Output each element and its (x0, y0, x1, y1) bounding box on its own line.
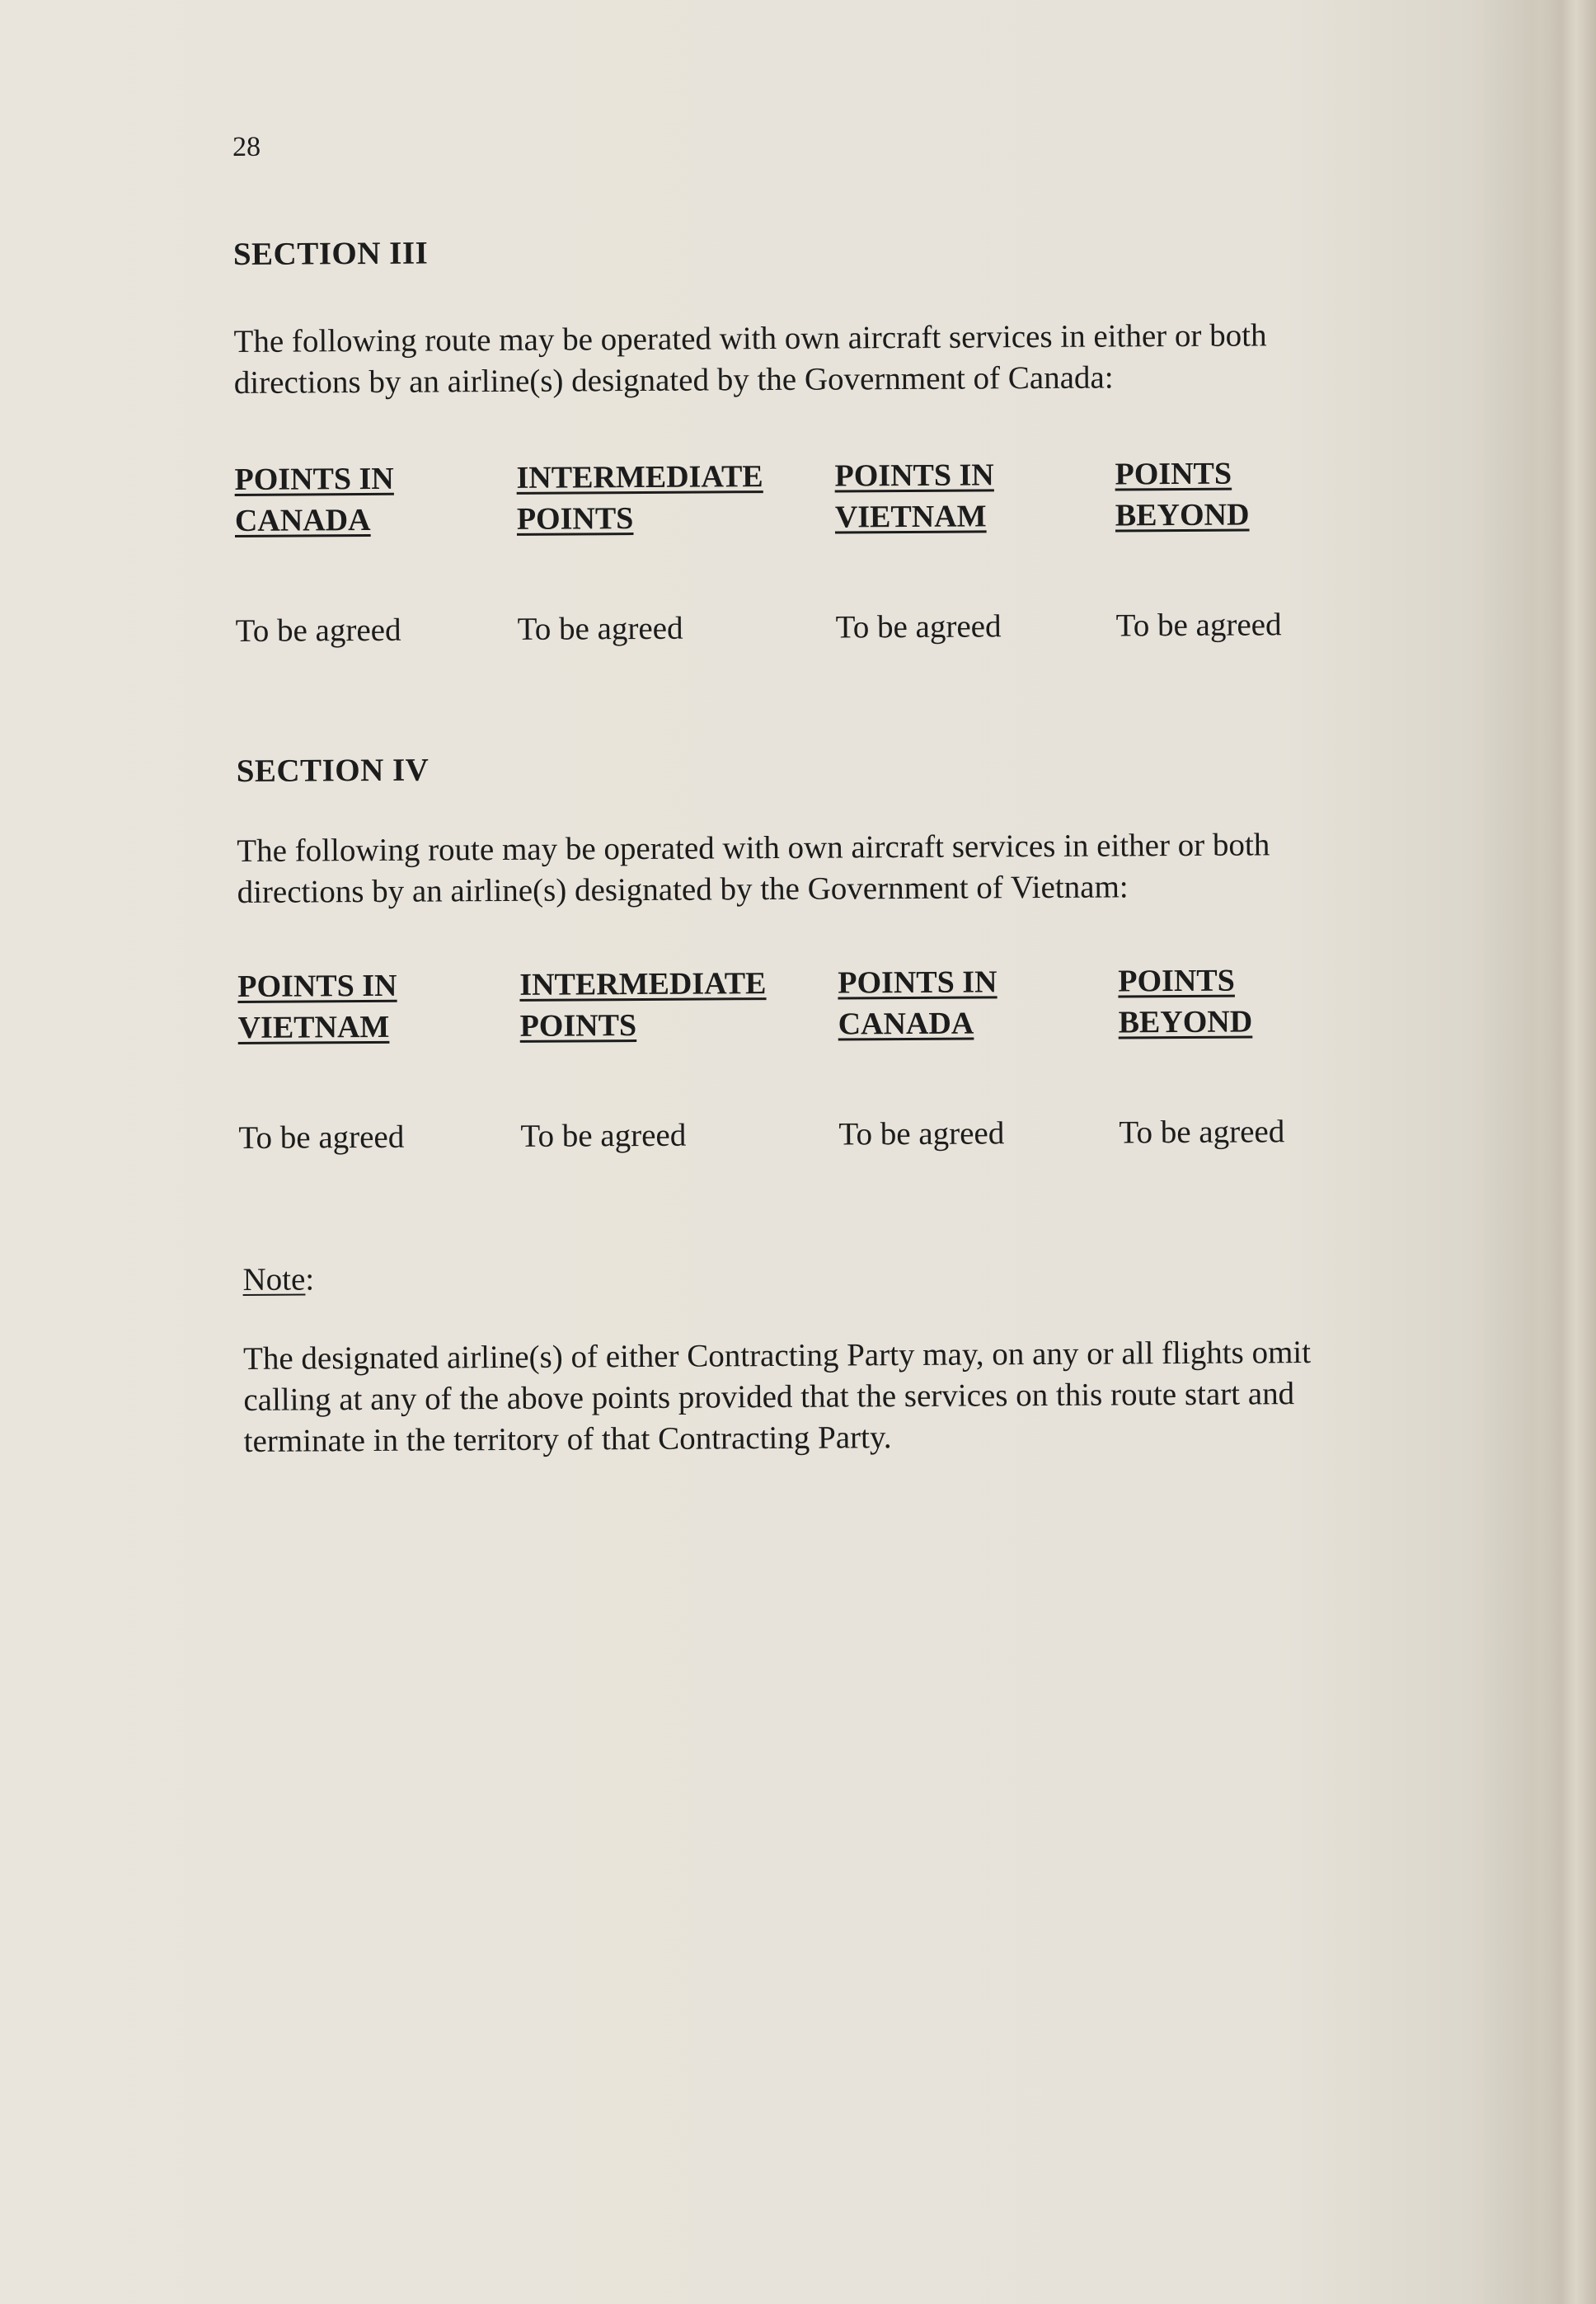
header-line: POINTS IN (234, 461, 394, 497)
note-paragraph (243, 1331, 1398, 1462)
section-iii-header-points-in-vietnam (834, 454, 994, 537)
section-iv-value-points-beyond: To be agreed (1119, 1114, 1285, 1151)
note-line-2: calling at any of the above points provided that the services on this route start and (243, 1376, 1295, 1418)
header-line: VIETNAM (834, 499, 987, 535)
section-iii-value-points-in-vietnam: To be agreed (835, 608, 1002, 645)
header-line: CANADA (234, 502, 371, 538)
note-line-1: The designated airline(s) of either Contracting Party may, on any or all flights omit (242, 1335, 1312, 1377)
section-iv-route-table (237, 959, 1393, 1180)
section-iv-header-points-in-vietnam (237, 965, 397, 1049)
section-iv-intro-line-2: directions by an airline(s) designated by the Government of Vietnam: (237, 869, 1129, 910)
header-line: POINTS (1115, 456, 1232, 492)
section-iii-value-points-in-canada: To be agreed (235, 612, 401, 649)
header-line: POINTS IN (237, 968, 397, 1004)
note-colon: : (305, 1261, 315, 1297)
section-iv-value-points-in-vietnam: To be agreed (238, 1119, 405, 1156)
section-iv-value-points-in-canada: To be agreed (838, 1115, 1005, 1152)
header-line: INTERMEDIATE (516, 459, 763, 495)
header-line: BEYOND (1118, 1004, 1253, 1040)
section-iii-header-points-beyond (1115, 453, 1249, 536)
section-iv-heading: SECTION IV (236, 752, 430, 789)
header-line: POINTS (519, 1008, 637, 1044)
header-line: INTERMEDIATE (519, 966, 767, 1002)
note-label-text: Note (242, 1261, 306, 1297)
section-iii-heading: SECTION III (232, 235, 429, 272)
section-iv-intro (237, 824, 1392, 913)
header-line: POINTS (516, 501, 634, 537)
note-label (242, 1260, 314, 1298)
header-line: POINTS (1118, 963, 1235, 999)
section-iv-intro-line-1: The following route may be operated with own aircraft services in either or both (237, 827, 1270, 869)
section-iii-value-points-beyond: To be agreed (1115, 607, 1282, 644)
header-line: POINTS IN (834, 458, 994, 494)
header-line: BEYOND (1115, 497, 1250, 533)
section-iii-intro (233, 314, 1388, 404)
section-iii-intro-line-1: The following route may be operated with own aircraft services in either or both (233, 317, 1267, 359)
section-iii-intro-line-2: directions by an airline(s) designated by the Government of Canada: (233, 359, 1114, 401)
page-content (232, 124, 1387, 1459)
header-line: POINTS IN (838, 964, 998, 1001)
page-binding-edge (1538, 0, 1596, 2304)
page-number: 28 (232, 131, 261, 162)
section-iii-header-intermediate-points (516, 456, 763, 540)
header-line: CANADA (838, 1006, 974, 1042)
section-iv-header-intermediate-points (519, 963, 767, 1047)
section-iii-value-intermediate-points: To be agreed (517, 610, 683, 647)
section-iv-header-points-in-canada (838, 961, 998, 1044)
section-iii-route-table (234, 452, 1390, 673)
section-iv-value-intermediate-points: To be agreed (520, 1117, 687, 1154)
header-line: VIETNAM (237, 1009, 390, 1045)
section-iii-header-points-in-canada (234, 458, 394, 542)
section-iv-header-points-beyond (1118, 960, 1252, 1043)
note-line-3: terminate in the territory of that Contracting Party. (243, 1419, 892, 1459)
